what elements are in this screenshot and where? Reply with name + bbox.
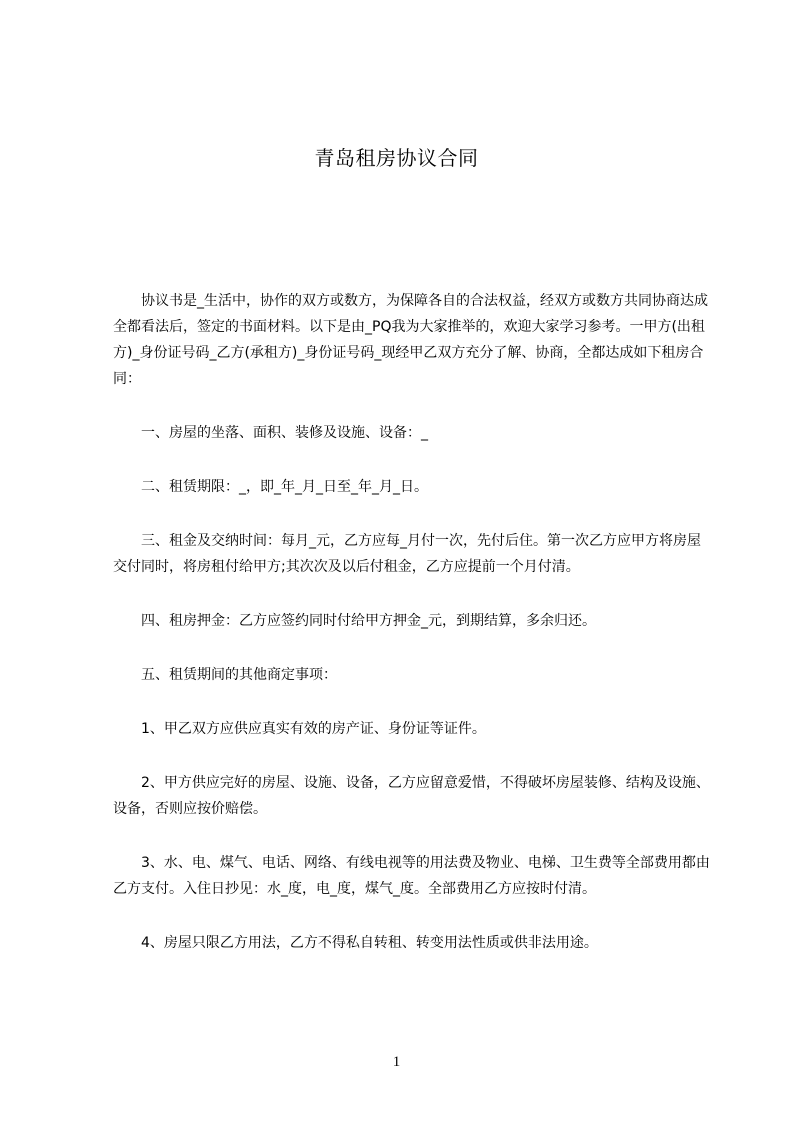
paragraph-clause-5: 五、租赁期间的其他商定事项： [141,667,337,683]
paragraph-item-1: 1、甲乙双方应供应真实有效的房产证、身份证等证件。 [141,721,486,737]
paragraph-clause-4: 四、租房押金：乙方应签约同时付给甲方押金_元，到期结算，多余归还。 [141,613,596,629]
document-body [113,288,713,956]
paragraph-item-4: 4、房屋只限乙方用法，乙方不得私自转租、转变用法性质或供非法用途。 [141,935,598,951]
paragraph-intro: 协议书是_生活中，协作的双方或数方，为保障各自的合法权益，经双方或数方共同协商达成全都看法后，签定的书面材料。以下是由_PQ我为大家推举的，欢迎大家学习参考。一甲方(出租方)_身份证号码_乙方(承租方)_身份证号码_现经甲乙双方充分了解、协商，全都达成如下租房合同： [113,293,708,387]
paragraph-item-3: 3、水、电、煤气、电话、网络、有线电视等的用法费及物业、电梯、卫生费等全部费用都由乙方支付。入住日抄见：水_度，电_度，煤气_度。全部费用乙方应按时付清。 [113,855,710,897]
paragraph-clause-2: 二、租赁期限：_，即_年_月_日至_年_月_日。 [141,479,428,495]
document-title: 青岛租房协议合同 [314,146,479,170]
paragraph-clause-3: 三、租金及交纳时间：每月_元，乙方应每_月付一次，先付后住。第一次乙方应甲方将房屋交付同时，将房租付给甲方;其次次及以后付租金，乙方应提前一个月付清。 [113,533,701,575]
paragraph-item-2: 2、甲方供应完好的房屋、设施、设备，乙方应留意爱惜，不得破坏房屋装修、结构及设施、设备，否则应按价赔偿。 [113,775,710,817]
page-number: 1 [392,1054,401,1070]
paragraph-clause-1: 一、房屋的坐落、面积、装修及设施、设备：_ [141,425,428,441]
